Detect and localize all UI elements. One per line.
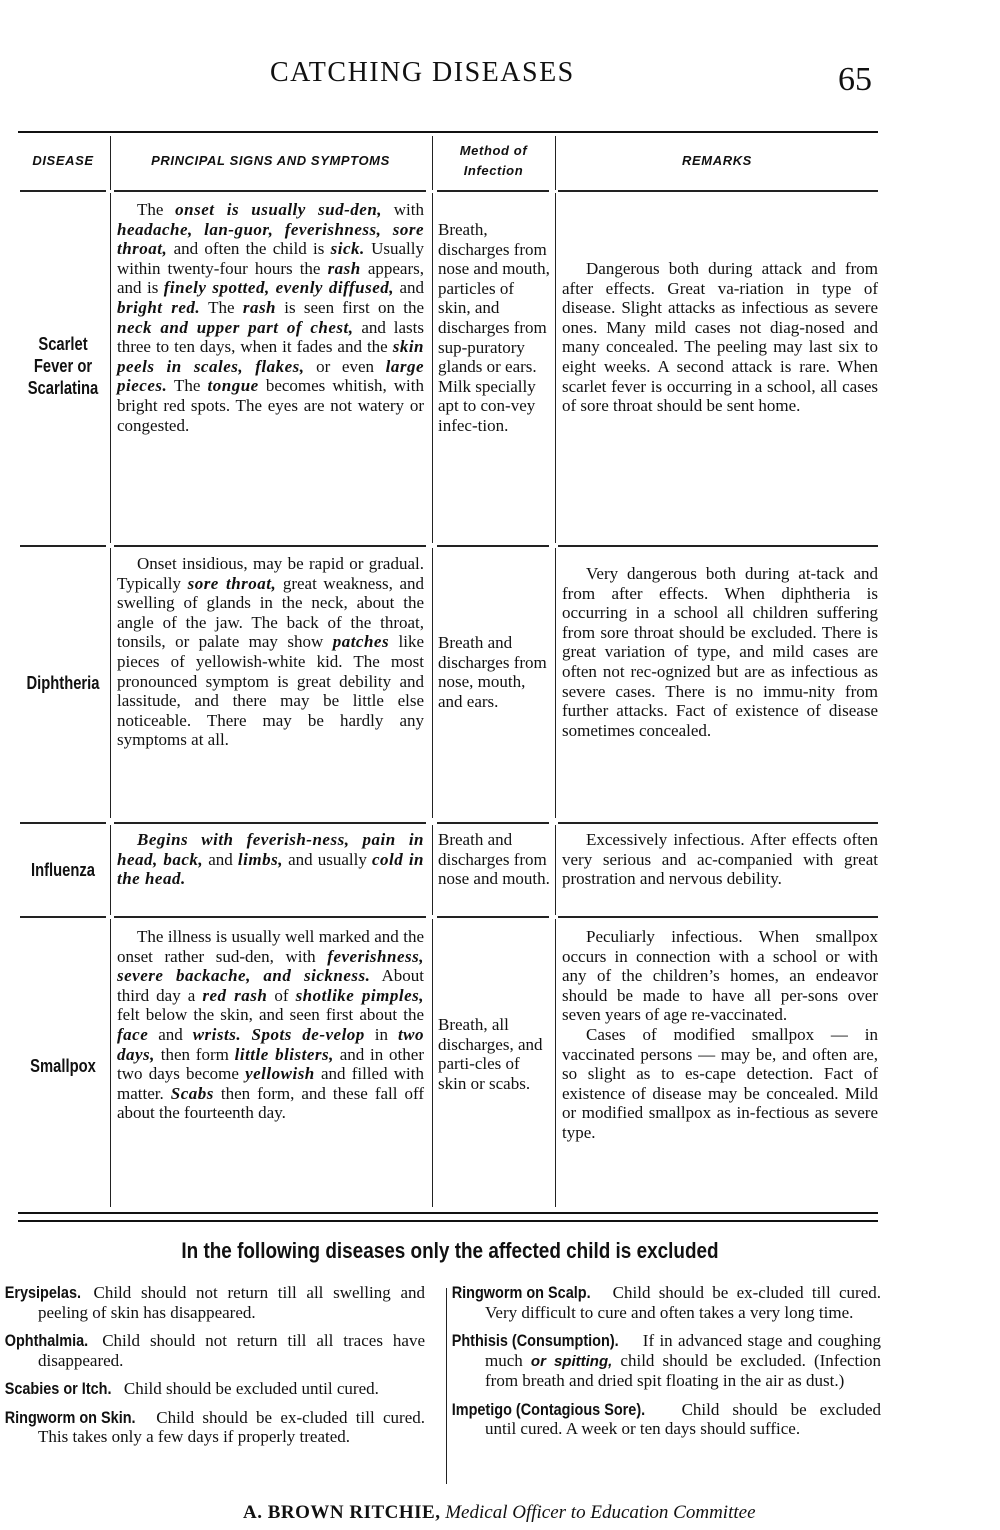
exclusion-item: Ringworm on Skin. Child should be ex-cluded till cured. This takes only a few days if properly treated. xyxy=(4,1407,425,1446)
remarks-text xyxy=(556,927,878,1143)
method-text: Breath and discharges from nose, mouth, and ears. xyxy=(438,633,547,711)
exclusion-disease-name: Ringworm on Skin. xyxy=(4,1407,136,1427)
row-rule xyxy=(114,545,426,547)
header-cell-remarks xyxy=(555,136,878,190)
symptoms-text xyxy=(111,554,430,750)
method-text: Breath, all discharges, and parti-cles of skin or scabs. xyxy=(438,1015,543,1093)
rich-text: Begins with feverish-ness, pain in head, back, and limbs, and usually cold in the head. xyxy=(117,830,425,889)
row-rule xyxy=(437,916,549,918)
header-remarks: REMARKS xyxy=(682,153,752,168)
exclusion-list-right xyxy=(451,1283,881,1448)
method-cell xyxy=(432,193,554,543)
emphasized-text: yellowish xyxy=(245,1064,315,1084)
disease-cell xyxy=(18,193,108,543)
emphasized-text: headache, lan-guor, feverishness, sore throat, xyxy=(117,219,424,259)
rich-text: The illness is usually well marked and the onset rather sud-den, with feverishness, severe backache, and sickness. About third day a red rash of shotlike pimples, felt below the skin, and seen first about the face and wrists. Spots de-velop in two days, then form little blisters, and in other two days become yellowish and filled with matter. Scabs then form, and these fall off about the fourteenth day. xyxy=(117,927,424,1123)
exclusion-item: Erysipelas. Child should not return till all swelling and peeling of skin has disappeared. xyxy=(4,1283,425,1322)
remarks-paragraph-2: Cases of modified smallpox — in vaccinated persons — may be, and often are, so slight as to es-cape detection. Fact of existence of disease may be concealed. Mild or modified smallpox as in-fectious as severe type. xyxy=(562,1024,878,1142)
disease-name: Influenza xyxy=(31,860,95,880)
symptoms-cell xyxy=(110,825,430,915)
table-bottom-rule xyxy=(18,1220,878,1222)
header-cell-method xyxy=(432,136,554,190)
method-text: Breath, discharges from nose and mouth, particles of skin, and discharges from sup-puratory glands or ears. Milk specially apt to con-vey infec-tion. xyxy=(438,220,550,435)
row-rule xyxy=(558,916,878,918)
signature xyxy=(243,1502,756,1524)
emphasized-text: patches xyxy=(332,632,390,652)
table-row-influenza xyxy=(18,825,878,915)
table-row-smallpox xyxy=(18,919,878,1207)
symptoms-text xyxy=(111,200,430,435)
exclusion-disease-name: Phthisis (Consumption). xyxy=(451,1331,619,1350)
exclusion-disease-name: Impetigo (Contagious Sore). xyxy=(451,1399,646,1419)
emphasized-text: tongue xyxy=(207,376,259,396)
exclusion-disease-name: Ophthalmia. xyxy=(4,1331,89,1350)
symptoms-cell xyxy=(110,548,430,818)
header-method-line1: Method of xyxy=(459,143,528,158)
signature-name: A. BROWN RITCHIE, xyxy=(243,1502,441,1523)
remarks-cell xyxy=(555,825,878,915)
header-cell-symptoms xyxy=(110,136,430,190)
remarks-cell xyxy=(555,193,878,543)
table-bottom-rule xyxy=(18,1212,878,1214)
disease-cell xyxy=(18,548,108,818)
method-cell xyxy=(432,919,554,1207)
table-row-scarlet-fever xyxy=(18,193,878,543)
section-title: In the following diseases only the affected child is excluded xyxy=(181,1238,719,1263)
method-text: Breath and discharges from nose and mouth. xyxy=(438,830,550,889)
exclusion-disease-name: Erysipelas. xyxy=(4,1283,82,1302)
disease-name: Scarlet Fever or Scarlatina xyxy=(27,334,99,398)
exclusion-item: Impetigo (Contagious Sore). Child should be excluded until cured. A week or ten days should suffice. xyxy=(451,1399,881,1438)
emphasized-text: onset is usually sud-den, xyxy=(175,200,383,219)
emphasized-text: Begins with feverish-ness, pain in head, back, xyxy=(117,830,424,869)
header-method-line2: Infection xyxy=(463,163,524,178)
symptoms-text xyxy=(111,830,430,889)
emphasized-text: little blisters, xyxy=(234,1044,334,1064)
rich-text: Onset insidious, may be rapid or gradual. Typically sore throat, great weakness, and swelling of glands in the neck, about the angle of the jaw. The back of the throat, tonsils, or palate may show patches like pieces of yellowish-white kid. The most pronounced symptom is great debility and lassitude, and there may be little else noticeable. There may be hardly any symptoms at all. xyxy=(117,554,424,750)
header-cell-disease xyxy=(18,136,108,190)
remarks-paragraph-1: Peculiarly infectious. When smallpox occurs in connection with a school or with any of the children’s homes, an endeavor should be made to have all per-sons over seven years of age re-vaccinated. xyxy=(562,927,878,1025)
remarks-text: Excessively infectious. After effects often very serious and ac-companied with great prostration and nervous debility. xyxy=(562,830,878,889)
row-rule xyxy=(20,545,106,547)
page-header xyxy=(0,55,1000,105)
emphasized-text: red rash xyxy=(202,985,268,1005)
table-top-rule xyxy=(18,131,878,133)
row-rule xyxy=(114,822,426,824)
exclusion-list-left xyxy=(4,1283,425,1456)
emphasized-text: shotlike pimples, xyxy=(295,985,424,1005)
symptoms-text xyxy=(111,927,430,1123)
emphasized-text: wrists. Spots de-velop xyxy=(192,1024,365,1044)
method-cell xyxy=(432,548,554,818)
row-rule xyxy=(20,822,106,824)
emphasized-text: two days, xyxy=(117,1024,424,1064)
symptoms-cell xyxy=(110,919,430,1207)
row-rule xyxy=(20,916,106,918)
signature-title: Medical Officer to Education Committee xyxy=(440,1502,756,1523)
method-cell xyxy=(432,825,554,915)
column-divider xyxy=(446,1288,447,1484)
row-rule xyxy=(558,822,878,824)
emphasized-text: neck and upper part of chest, xyxy=(117,317,354,337)
table-row-diphtheria xyxy=(18,548,878,818)
row-rule xyxy=(558,545,878,547)
emphasized-text: skin peels in scales, flakes, xyxy=(117,337,424,376)
symptoms-cell xyxy=(110,193,430,543)
exclusion-item: Ringworm on Scalp. Child should be ex-cluded till cured. Very difficult to cure and often takes a very long time. xyxy=(451,1283,881,1322)
header-rule xyxy=(558,190,878,192)
header-symptoms: PRINCIPAL SIGNS AND SYMPTOMS xyxy=(151,153,390,168)
emphasized-text: rash xyxy=(242,297,277,317)
row-rule xyxy=(437,822,549,824)
header-rule xyxy=(114,190,426,192)
disease-name: Smallpox xyxy=(30,1056,96,1076)
rich-text: The onset is usually sud-den, with headache, lan-guor, feverishness, sore throat, and often the child is sick. Usually within twenty-four hours the rash appears, and is finely spotted, evenly diffused, and bright red. The rash is seen first on the neck and upper part of chest, and lasts three to ten days, when it fades and the skin peels in scales, flakes, or even large pieces. The tongue becomes whitish, with bright red spots. The eyes are not watery or congested. xyxy=(117,200,425,435)
header-disease: DISEASE xyxy=(32,153,94,168)
emphasized-text: rash xyxy=(327,258,361,278)
exclusion-item: Ophthalmia. Child should not return till all traces have disappeared. xyxy=(4,1331,425,1370)
exclusion-disease-name: Ringworm on Scalp. xyxy=(451,1283,591,1302)
exclusion-item: Phthisis (Consumption). If in advanced stage and coughing much or spitting, child should be excluded. (Infection from breath and dried spit floating in the air as dust.) xyxy=(451,1331,881,1390)
emphasized-text: large pieces. xyxy=(117,356,424,396)
disease-cell xyxy=(18,919,108,1207)
running-title: CATCHING DISEASES xyxy=(270,57,575,88)
table-header-row xyxy=(18,136,878,190)
remarks-text: Dangerous both during attack and from after effects. Great va-riation in type of disease. Slight attacks as infectious as severe ones. Many mild cases not diag-nosed and many concealed. The peeling may last six to eight weeks. A second attack is rare. When scarlet fever is occurring in a school, all cases of sore throat should be sent home. xyxy=(562,259,878,416)
emphasized-text: cold in the head. xyxy=(117,849,425,889)
page-number: 65 xyxy=(838,61,872,98)
emphasized-text: limbs, xyxy=(237,849,283,869)
exclusion-item: Scabies or Itch. Child should be excluded until cured. xyxy=(4,1379,379,1398)
header-rule xyxy=(20,190,106,192)
row-rule xyxy=(437,545,549,547)
exclusion-disease-name: Scabies or Itch. xyxy=(4,1379,112,1398)
emphasized-text: finely spotted, evenly diffused, xyxy=(163,278,395,298)
emphasized-text: sick. xyxy=(330,239,365,259)
emphasized-text: face xyxy=(117,1024,149,1044)
remarks-cell xyxy=(555,919,878,1207)
emphasized-text: feverishness, severe backache, and sickness. xyxy=(117,946,424,986)
disease-name: Diphtheria xyxy=(26,673,100,693)
row-rule xyxy=(114,916,426,918)
emphasized-text: sore throat, xyxy=(187,573,277,593)
emphasized-text: Scabs xyxy=(170,1083,214,1103)
emphasized-text: bright red. xyxy=(117,297,201,317)
remarks-cell xyxy=(555,548,878,818)
remarks-text: Very dangerous both during at-tack and from after effects. When diphtheria is occurring in a school all children suffering from sore throat should be excluded. There is great variation of type, and mild cases are often not rec-ognized but are as infectious as severe cases. There is no immu-nity from further attacks. Fact of existence of disease sometimes concealed. xyxy=(562,564,878,740)
disease-cell xyxy=(18,825,108,915)
header-rule xyxy=(437,190,549,192)
